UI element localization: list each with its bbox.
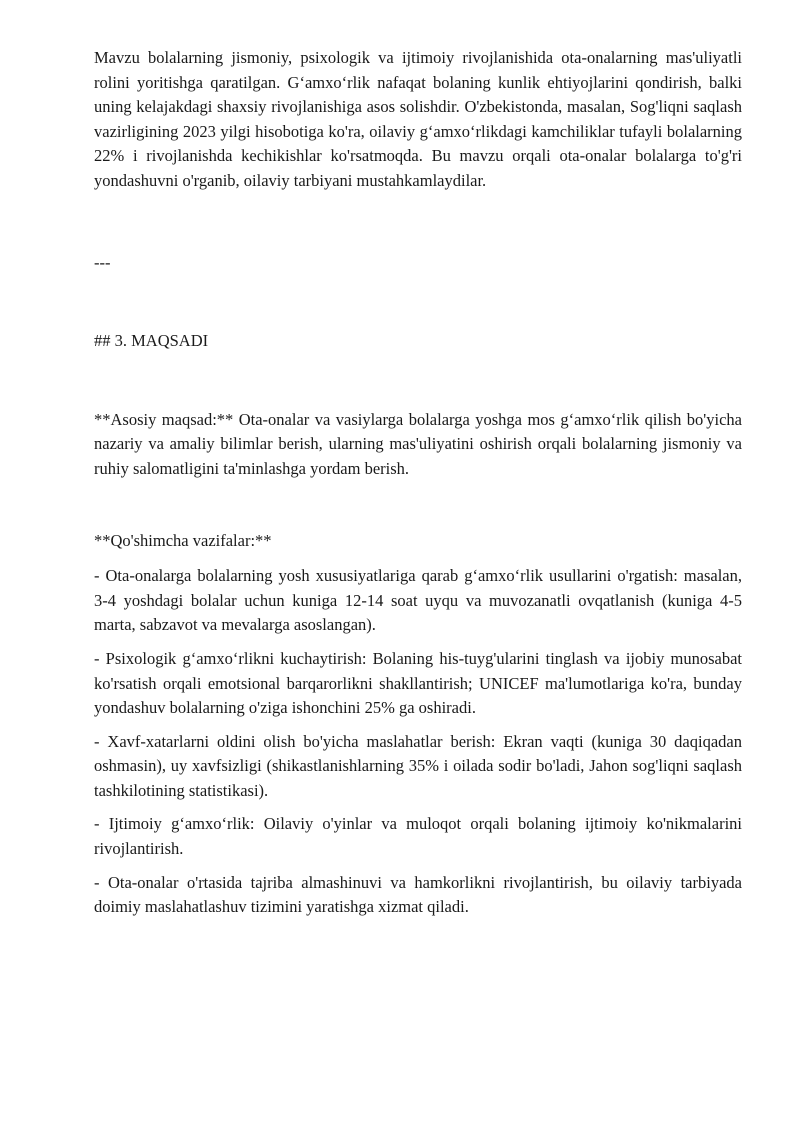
task-item: - Xavf-xatarlarni oldini olish bo'yicha maslahatlar berish: Ekran vaqti (kuniga 30 daqiqadan oshmasin), uy xavfsizligi (shikastlanishlarning 35% i oilada sodir bo'ladi, Jahon sog'liqni saqlash tashkilotining statistikasi). [94, 731, 742, 800]
task-item: - Ijtimoiy g‘amxo‘rlik: Oilaviy o'yinlar va muloqot orqali bolaning ijtimoiy ko'nikmalarini rivojlantirish. [94, 814, 742, 859]
intro-paragraph: Mavzu bolalarning jismoniy, psixologik va ijtimoiy rivojlanishida ota-onalarning mas'uliyatli rolini yoritishga qaratilgan. G‘amxo‘rlik nafaqat bolaning kunlik ehtiyojlarini qondirish, balki uning kelajakdagi shaxsiy rivojlanishiga asos solishdir. O'zbekistonda, masalan, Sog'liqni saqlash vazirligining 2023 yilgi hisobotiga ko'ra, oilaviy g‘amxo‘rlikdagi kamchiliklar tufayli bolalarning 22% i rivojlanishda kechikishlar ko'rsatmoqda. Bu mavzu orqali ota-onalar bolalarga to'g'ri yondashuvni o'rganib, oilaviy tarbiyani mustahkamlaydilar. [94, 48, 742, 190]
tasks-title: **Qo'shimcha vazifalar:** [94, 530, 272, 550]
section-heading: ## 3. MAQSADI [94, 331, 209, 351]
task-item: - Psixologik g‘amxo‘rlikni kuchaytirish: Bolaning his-tuyg'ularini tinglash va ijobiy munosabat ko'rsatish orqali emotsional barqarorlikni shakllantirish; UNICEF ma'lumotlariga ko'ra, bunday yondashuv bolalarning o'ziga ishonchini 25% ga oshiradi. [94, 648, 742, 718]
section-separator: --- [94, 252, 111, 272]
task-item: - Ota-onalarga bolalarning yosh xususiyatlariga qarab g‘amxo‘rlik usullarini o'rgatish: masalan, 3-4 yoshdagi bolalar uchun kuniga 12-14 soat uyqu va muvozanatli ovqatlanish (kuniga 4-5 marta, sabzavot va mevalarga asoslangan). [94, 566, 742, 635]
task-item: - Ota-onalar o'rtasida tajriba almashinuvi va hamkorlikni rivojlantirish, bu oilaviy tarbiyada doimiy maslahatlashuv tizimini yaratishga xizmat qiladi. [94, 872, 742, 917]
main-aim-paragraph: **Asosiy maqsad:** Ota-onalar va vasiylarga bolalarga yoshga mos g‘amxo‘rlik qilish bo'yicha nazariy va amaliy bilimlar berish, ularning mas'uliyatini oshirish orqali bolalarning jismoniy va ruhiy salomatligini ta'minlashga yordam berish. [94, 409, 742, 478]
document-page [94, 46, 742, 920]
